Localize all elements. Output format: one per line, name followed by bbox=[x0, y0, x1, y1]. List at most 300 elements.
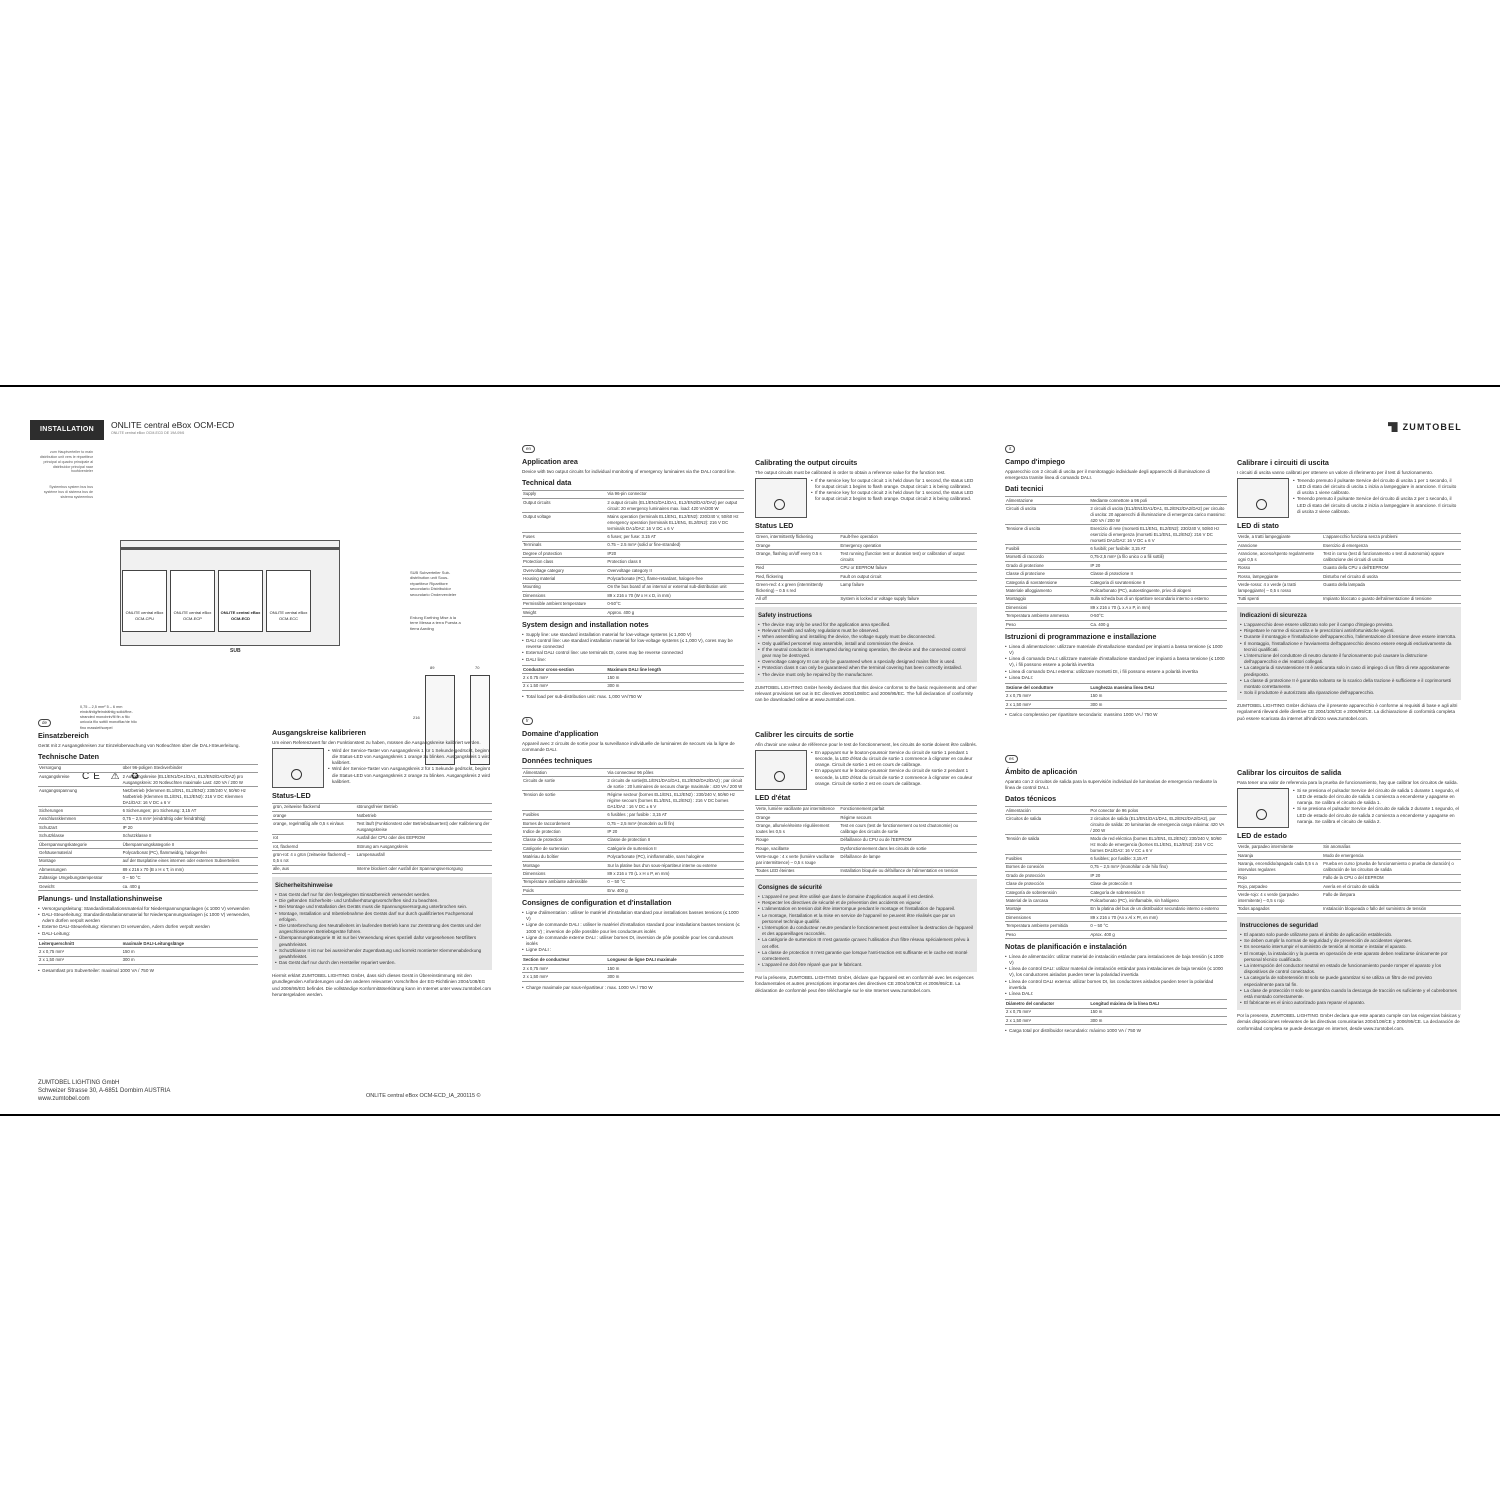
table-row bbox=[1005, 525, 1227, 545]
table-row bbox=[1237, 843, 1461, 851]
table-header-cell: Longitud máxima de la línea DALI bbox=[1089, 1000, 1227, 1008]
fr-total: • Charge maximale par sous-répartiteur : max. 1000 VA / 750 W bbox=[522, 985, 744, 991]
earthing-label: Erdung Earthing Mise à la terre Messa a terra Puesta a tierra Aarding bbox=[410, 615, 461, 631]
table-cell: 0 – 50 °C bbox=[122, 874, 258, 882]
table-cell: Red bbox=[755, 564, 839, 572]
es-plan-list bbox=[1005, 954, 1227, 997]
sub-label: SUB bbox=[230, 648, 241, 654]
table-cell: 6 fuses; per fuse: 3.15 AT bbox=[606, 533, 744, 541]
table-row bbox=[38, 874, 258, 882]
list-item: • Ligne DALI : bbox=[522, 947, 744, 953]
table-cell: 6 fusibili; per fusibile: 3,15 AT bbox=[1089, 545, 1227, 553]
table-cell: 0,75 – 2,5 mm² (eindrähtig oder feindrähtig) bbox=[122, 815, 258, 823]
it-declaration: ZUMTOBEL LIGHTING GmbH dichiara che il presente apparecchio è conforme ai requisiti di base e agli altri regolamenti rilevanti delle direttive CE 2004/108/CE e 2006/95/CE. La dichiarazione di conformità completa può essere scaricata da internet all'indirizzo www.zumtobel.com. bbox=[1237, 703, 1458, 721]
table-cell: Supply bbox=[522, 490, 606, 498]
section-en bbox=[522, 445, 744, 702]
table-cell: Fallo de lámpara bbox=[1322, 891, 1461, 905]
table-row bbox=[1005, 545, 1227, 553]
table-cell: 6 fusibles; por fusible: 3,15 AT bbox=[1089, 855, 1227, 863]
table-row bbox=[755, 814, 977, 822]
de-cal-text: Um einen Referenzwert für den Funktionstest zu haben, müssen die Ausgangskreise kalibriert werden. bbox=[272, 739, 481, 745]
list-item: • L'appareil ne doit être réparé que par le fabricant. bbox=[758, 962, 974, 968]
fr-led-table bbox=[755, 805, 977, 876]
table-row bbox=[1005, 496, 1227, 504]
table-row bbox=[522, 870, 744, 878]
en-calibration bbox=[755, 478, 977, 518]
zumtobel-logo-icon bbox=[1388, 422, 1398, 432]
table-cell: Grado di protezione bbox=[1005, 562, 1089, 570]
table-row bbox=[38, 764, 258, 772]
section-de bbox=[38, 719, 258, 976]
list-item: • Wird der Service-Taster von Ausgangskreis 1 für 1 Sekunde gedrückt, beginnt die Status-LED von Ausgangskreis 1 orange zu blinken. Ausgangskreis 1 wird kalibriert. bbox=[328, 748, 492, 767]
table-cell: 2 x 1,50 mm² bbox=[1005, 1016, 1089, 1024]
section-es bbox=[1005, 755, 1227, 1037]
es-declaration: Por la presente, ZUMTOBEL LIGHTING GmbH declara que este aparato cumple con las exigencias básicas y demás disposiciones relevantes de las directivas comunitarias 2004/108/CE y 2006/95/CE. La declaración de conformidad completa se puede descargar en internet, desde www.zumtobel.com. bbox=[1237, 1013, 1461, 1031]
table-cell: ca. 400 g bbox=[122, 882, 258, 890]
table-cell: Schutzklasse II bbox=[122, 832, 258, 840]
list-item: • El aparato solo puede utilizarse para el ámbito de aplicación establecido. bbox=[1240, 932, 1458, 938]
instruction-sheet bbox=[0, 385, 1500, 1116]
table-cell: Orange bbox=[755, 542, 839, 550]
lang-badge-fr: fr bbox=[522, 717, 533, 725]
table-cell: Défaillance de lampe bbox=[839, 853, 977, 867]
de-safety-box bbox=[272, 877, 492, 970]
table-cell: Circuitos de salida bbox=[1005, 815, 1089, 835]
en-declaration: ZUMTOBEL LIGHTING GmbH hereby declares that this device conforms to the basic requirements and other relevant provisions set out in EC directives 2004/108/EC and 2006/95/EC. The full declaration of conformity can be downloaded online at www.zumtobel.com. bbox=[755, 684, 977, 703]
table-row bbox=[1005, 815, 1227, 835]
list-item: • If the neutral conductor is interrupted during running operation, the device and the connected control gear may be destroyed. bbox=[758, 647, 974, 659]
table-row bbox=[522, 583, 744, 591]
table-cell: Montage bbox=[38, 857, 122, 865]
list-item: • Relevant health and safety regulations must be observed. bbox=[758, 628, 974, 634]
table-row bbox=[522, 575, 744, 583]
table-cell: Dysfonctionnement dans les circuits de sortie bbox=[839, 844, 977, 852]
table-row bbox=[522, 608, 744, 616]
table-cell: Régime secours bbox=[839, 814, 977, 822]
table-row bbox=[1237, 882, 1461, 890]
en-area-heading: Application area bbox=[522, 457, 578, 467]
table-cell: Overvoltage category II bbox=[606, 566, 744, 574]
main-distribution-label: zum Hauptverteiler to main distribution unit vers le répartiteur principal al quadro principale al distribuidor principal naar hoofdverdeler bbox=[39, 450, 93, 474]
list-item: • Supply line: use standard installation material for low-voltage systems (≤ 1,000 V) bbox=[522, 632, 744, 638]
list-item: • Linea DALI: bbox=[1005, 675, 1227, 681]
list-item: • Überspannungskategorie III ist nur bei Verwendung eines speziell dafür vorgesehenen Netzfilters gewährleistet. bbox=[275, 935, 489, 947]
list-item: • Montage, Installation und Inbetriebnahme des Geräts darf nur durch qualifiziertes Fachpersonal erfolgen. bbox=[275, 911, 489, 923]
list-item: • If the service key for output circuit 2 is held down for 1 second, the status LED for output circuit 2 begins to flash orange. Output circuit 2 is being calibrated. bbox=[811, 490, 977, 502]
fr-declaration: Par la présente, ZUMTOBEL LIGHTING GmbH, déclare que l'appareil est en conformité avec les exigences fondamentales et autres prescriptions importantes des directives CE 2004/108/CE et 2006/95/CE. La déclaration de conformité peut être téléchargée sur le site Internet www.zumtobel.com. bbox=[755, 975, 974, 993]
list-item: • Ligne d'alimentation : utiliser le matériel d'installation standard pour installations basses tensions (≤ 1000 V) bbox=[522, 910, 744, 922]
es-safety-heading: Instrucciones de seguridad bbox=[1240, 922, 1319, 929]
list-item: • Línea de control DALI externa: utilizar bornes DI, los conductores aislados pueden tener la polaridad invertida bbox=[1005, 979, 1227, 991]
table-cell: 0 – 50 °C bbox=[606, 878, 744, 886]
service-button-illustration bbox=[1237, 478, 1289, 518]
list-item: • La clase de protección II solo se garantiza cuando la descarga de tracción es suficiente y el cubrebornes está montado correctamente. bbox=[1240, 988, 1458, 1000]
table-cell: Régime secteur (bornes EL1/EN1, EL2/EN2) : 230/240 V, 50/60 Hz régime secours (bornes EL1/EN1, EL2/EN2) : 216 V DC bornes DA1/DA2 : 16 V DC ± 6 V bbox=[606, 791, 744, 811]
table-cell: Verde, parpadeo intermitente bbox=[1237, 843, 1322, 851]
section-fr bbox=[522, 717, 744, 993]
table-header-cell: Section de conducteur bbox=[522, 956, 606, 964]
table-cell: Orange, allumée/éteinte régulièrement toutes les 0,5 s bbox=[755, 822, 839, 836]
sub-description: SUB Subverteiler Sub-distribution unit Sous-répartiteur Ripartitore secondario Distribuidor secundario Onderverdeler bbox=[410, 570, 457, 597]
table-cell: Via 96-pin connector bbox=[606, 490, 744, 498]
table-cell: Poids bbox=[522, 886, 606, 894]
table-cell: Montaje bbox=[1005, 905, 1089, 913]
company-website: www.zumtobel.com bbox=[38, 1096, 90, 1103]
de-tech-table bbox=[38, 764, 258, 891]
table-cell: Mounting bbox=[522, 583, 606, 591]
table-cell: En la platina del bus de un distribuidor secundario interno o externo bbox=[1089, 905, 1227, 913]
list-item: • Línea de alimentación: utilizar material de instalación estándar para instalaciones de baja tensión (≤ 1000 V) bbox=[1005, 954, 1227, 966]
it-area-heading: Campo d'impiego bbox=[1005, 457, 1066, 467]
table-cell: Zulässige Umgebungstemperatur bbox=[38, 874, 122, 882]
list-item: • Tenendo premuto il pulsante Service del circuito di uscita 2 per 1 secondo, il LED di stato del circuito di uscita 2 inizia a lampeggiare in arancione. Il circuito di uscita 2 viene calibrato. bbox=[1293, 496, 1461, 515]
table-cell: Por conector de 96 polos bbox=[1089, 806, 1227, 814]
table-row bbox=[522, 674, 744, 682]
table-cell: Rojo, parpadeo bbox=[1237, 882, 1322, 890]
table-cell: Test läuft (Funktionstest oder Betriebsdauertest) oder Kalibrierung der Ausgangskreise bbox=[356, 820, 492, 834]
table-row bbox=[755, 836, 977, 844]
fr-plan-list bbox=[522, 910, 744, 953]
list-item: • Overvoltage category III can only be guaranteed when a specially designed mains filter is used. bbox=[758, 659, 974, 665]
table-row bbox=[1005, 700, 1227, 708]
service-button-illustration bbox=[272, 748, 324, 788]
table-row bbox=[522, 490, 744, 498]
product-subtitle: ONLITE central eBox OCM-ECD DE 19A 09/6 bbox=[111, 431, 185, 435]
table-row bbox=[1237, 533, 1461, 541]
en-plan-heading: System design and installation notes bbox=[522, 620, 649, 630]
table-header-cell: Leiterquerschnitt bbox=[38, 939, 122, 947]
table-cell: Bornes de conexión bbox=[1005, 863, 1089, 871]
table-header-row bbox=[38, 939, 258, 947]
table-cell: Fusibles bbox=[522, 811, 606, 819]
en-tech-table bbox=[522, 490, 744, 617]
table-row bbox=[522, 836, 744, 844]
table-cell: Sulla scheda bus di un ripartitore secondario interno o esterno bbox=[1089, 595, 1227, 603]
table-row bbox=[38, 956, 258, 964]
table-cell: Degree of protection bbox=[522, 550, 606, 558]
table-cell: CPU or EEPROM failure bbox=[839, 564, 977, 572]
it-plan-list bbox=[1005, 644, 1227, 681]
list-item: • Ligne de commande externe DALI : utiliser bornes DI, inversion de pôle possible pour les conducteurs isolés bbox=[522, 935, 744, 947]
list-item: • Das Gerät darf nur durch den Hersteller repariert werden. bbox=[275, 960, 489, 966]
table-cell: 0.75 – 2.5 mm² (solid or fine-stranded) bbox=[606, 541, 744, 549]
table-cell: Rosso, lampeggiante bbox=[1237, 572, 1322, 580]
it-total: • Carico complessivo per ripartitore secondario: massimo 1000 VA / 750 W bbox=[1005, 712, 1227, 718]
table-cell: Fuses bbox=[522, 533, 606, 541]
en-cal-text: The output circuits must be calibrated in order to obtain a reference value for the function test. bbox=[755, 469, 946, 475]
table-cell: Green-red: 4 x green (intermittently flickering) – 0.5 s red bbox=[755, 581, 839, 595]
brand-logo bbox=[1388, 421, 1462, 433]
table-cell: Fusibles bbox=[1005, 855, 1089, 863]
table-cell: über 96-poligen Steckverbinder bbox=[122, 764, 258, 772]
list-item: • Die Unterbrechung des Neutralleiters im laufenden Betrieb kann zur Zerstörung des Geräts und der angeschlossenen Betriebsgeräte führen. bbox=[275, 923, 489, 935]
table-row bbox=[522, 541, 744, 549]
list-item: • DALI control line: use standard installation material for low-voltage systems (≤ 1,000 V), cores may be reverse connected bbox=[522, 638, 744, 650]
table-row bbox=[38, 840, 258, 848]
de-plan-heading: Planungs- und Installationshinweise bbox=[38, 894, 163, 904]
list-item: • The device must only be repaired by the manufacturer. bbox=[758, 672, 974, 678]
table-row bbox=[1005, 1016, 1227, 1024]
table-row bbox=[522, 499, 744, 513]
table-header-cell: Conductor cross-section bbox=[522, 665, 606, 673]
table-cell: störungsfreier Betrieb bbox=[356, 803, 492, 811]
table-cell: 150 m bbox=[1089, 692, 1227, 700]
it-area-text: Apparecchio con 2 circuiti di uscita per il monitoraggio individuale degli apparecchi di illuminazione di emergenza tramite linea di comando DALI. bbox=[1005, 468, 1210, 480]
en-led-table bbox=[755, 533, 977, 604]
table-cell: IP 20 bbox=[1089, 562, 1227, 570]
table-cell: Schutzklasse bbox=[38, 832, 122, 840]
table-header-cell: Lunghezza massima linea DALI bbox=[1089, 683, 1227, 691]
table-cell: Versorgung bbox=[38, 764, 122, 772]
table-cell: Sin anomalías bbox=[1322, 843, 1461, 851]
device-ocm-ecd: ONLITE central eBox OCM-ECD bbox=[218, 570, 263, 632]
table-cell: 2 circuitos de salida (EL1/EN1/DA1/DA1, EL2/EN2/DA2/DA2), por circuito de salida: 20 luminarias de emergencia carga máxima: 420 VA / 200 W bbox=[1089, 815, 1227, 835]
table-cell: Modo de emergencia bbox=[1322, 852, 1461, 860]
table-cell: Alimentation bbox=[522, 768, 606, 776]
table-cell: Esercizio di emergenza bbox=[1322, 542, 1461, 550]
table-row bbox=[522, 861, 744, 869]
table-cell: Störung am Ausgangskreis bbox=[356, 842, 492, 850]
list-item: • Das Gerät darf nur für den festgelegten Einsatzbereich verwendet werden. bbox=[275, 892, 489, 898]
table-row bbox=[1237, 595, 1461, 603]
en-line-table bbox=[522, 665, 744, 691]
bus-rail bbox=[120, 547, 340, 550]
dim-height: 216 bbox=[413, 715, 420, 720]
list-item: • External DALI control line: use terminals DI, cores may be reverse connected bbox=[522, 650, 744, 656]
it-line-table bbox=[1005, 683, 1227, 709]
table-cell: Clase de protección bbox=[1005, 880, 1089, 888]
table-cell: Température ambiante admissible bbox=[522, 878, 606, 886]
table-cell: Sicherungen bbox=[38, 807, 122, 815]
table-cell: 2 x 0.75 mm² bbox=[522, 674, 606, 682]
table-row bbox=[272, 851, 492, 865]
en-area-text: Device with two output circuits for individual monitoring of emergency luminaires via the DALI control line. bbox=[522, 468, 736, 474]
table-cell: Circuits de sortie bbox=[522, 777, 606, 791]
de-total: • Gesamtlast pro Subverteiler: maximal 1000 VA / 750 W bbox=[38, 968, 258, 974]
lang-badge-es: es bbox=[1005, 755, 1018, 763]
table-cell: Gewicht bbox=[38, 882, 122, 890]
table-cell: Todos apagados bbox=[1237, 905, 1322, 913]
list-item: • L'interruption du conducteur neutre pendant le fonctionnement peut entraîner la destruction de l'appareil et des appareillages raccordés. bbox=[758, 925, 974, 937]
es-line-table bbox=[1005, 999, 1227, 1025]
en-safety-box bbox=[755, 607, 977, 682]
table-cell: auf der Busplatine eines internen oder externen Subverteilers bbox=[122, 857, 258, 865]
section-es-2 bbox=[1237, 765, 1461, 1034]
list-item: • La interrupción del conductor neutral en estado de funcionamiento puede romper el aparato y los dispositivos de control conectados. bbox=[1240, 963, 1458, 975]
table-row bbox=[1237, 550, 1461, 564]
table-cell: Fusibili bbox=[1005, 545, 1089, 553]
service-button-illustration bbox=[1237, 788, 1289, 828]
table-row bbox=[755, 805, 977, 813]
table-cell: Impianto bloccato o guasto dell'alimentazione di tensione bbox=[1322, 595, 1461, 603]
section-de-2 bbox=[272, 719, 492, 1000]
table-row bbox=[755, 581, 977, 595]
table-row bbox=[522, 768, 744, 776]
list-item: • L'apparecchio deve essere utilizzato solo per il campo d'impiego previsto. bbox=[1240, 622, 1458, 628]
service-button-illustration bbox=[755, 478, 807, 518]
table-row bbox=[1237, 860, 1461, 874]
table-row bbox=[522, 566, 744, 574]
table-cell: Temperatura ambiente ammessa bbox=[1005, 612, 1089, 620]
table-cell: Housing material bbox=[522, 575, 606, 583]
table-row bbox=[38, 849, 258, 857]
table-cell: 2 x 1,50 mm² bbox=[1005, 700, 1089, 708]
table-cell: 2 x 1.50 mm² bbox=[522, 682, 606, 690]
table-cell: Test in corso (test di funzionamento o test di autonomia) oppure calibrazione dei circuiti di uscita bbox=[1322, 550, 1461, 564]
section-fr-2 bbox=[755, 727, 977, 996]
list-item: • La classe de protection II n'est garantie que lorsque l'anti-traction est suffisante et le cache est monté correctement. bbox=[758, 950, 974, 962]
section-it bbox=[1005, 445, 1227, 720]
table-row bbox=[1005, 872, 1227, 880]
table-cell: 2 circuits de sortie(EL1/EN1/DA1/DA1, EL2/EN2/DA2/DA2) ; par circuit de sortie : 20 luminaires de secours charge maximale : 420 VA / 200 W bbox=[606, 777, 744, 791]
list-item: • Linea di comando DALI: utilizzare materiale d'installazione standard per impianti a bassa tensione (≤ 1000 V), i fili possono essere a polarità invertita bbox=[1005, 656, 1227, 668]
table-cell: 150 m bbox=[606, 674, 744, 682]
table-cell: 0,75 – 2,5 mm² (monohilar o de hilo fino) bbox=[1089, 863, 1227, 871]
table-cell: 300 m bbox=[606, 682, 744, 690]
list-item: • Solo il produttore è autorizzato alla riparazione dell'apparecchio. bbox=[1240, 690, 1458, 696]
table-cell: 2 Ausgangskreise (EL1/EN1/DA1/DA1, EL2/EN2/DA2/DA2) pro Ausgangskreis: 20 Notleuchten maximale Last: 420 VA / 200 W bbox=[122, 773, 258, 787]
list-item: • Wird der Service-Taster von Ausgangskreis 2 für 1 Sekunde gedrückt, beginnt die Status-LED von Ausgangskreis 2 orange zu blinken. Ausgangskreis 2 wird kalibriert. bbox=[328, 766, 492, 785]
table-row bbox=[38, 815, 258, 823]
table-cell: grün, zeitweise flackernd bbox=[272, 803, 356, 811]
table-cell: Overvoltage category bbox=[522, 566, 606, 574]
table-cell: Morsetti di raccordo bbox=[1005, 553, 1089, 561]
table-cell: Policarbonato (PC), autoestinguente, privo di alogeni bbox=[1089, 587, 1227, 595]
fr-safety-heading: Consignes de sécurité bbox=[758, 884, 823, 891]
table-row bbox=[522, 853, 744, 861]
table-cell: Naranja bbox=[1237, 852, 1322, 860]
table-row bbox=[1237, 564, 1461, 572]
table-row bbox=[1237, 905, 1461, 913]
table-row bbox=[1005, 897, 1227, 905]
list-item: • Schutzklasse II ist nur bei ausreichender Zugentlastung und korrekt montierter Klemmenabdeckung gewährleistet. bbox=[275, 948, 489, 960]
fr-tech-heading: Données techniques bbox=[522, 756, 593, 766]
table-cell: Indice de protection bbox=[522, 828, 606, 836]
table-row bbox=[1005, 855, 1227, 863]
table-cell: Mediante connettore a 96 poli bbox=[1089, 496, 1227, 504]
es-area-text: Aparato con 2 circuitos de salida para la supervisión individual de luminarias de emergencia mediante la línea de control DALI. bbox=[1005, 778, 1217, 790]
fr-cal-text: Afin d'avoir une valeur de référence pour le test de fonctionnement, les circuits de sortie doivent être calibrés. bbox=[755, 741, 978, 747]
table-cell: Verte, lumière vacillante par intermittence bbox=[755, 805, 839, 813]
table-cell: Aprox. 400 g bbox=[1089, 930, 1227, 938]
table-cell: Env. 400 g bbox=[606, 886, 744, 894]
service-button-illustration bbox=[755, 750, 807, 790]
table-cell: 0 – 50 °C bbox=[1089, 922, 1227, 930]
table-cell: Test en cours (test de fonctionnement ou test d'autonomie) ou calibrage des circuits de sortie bbox=[839, 822, 977, 836]
table-cell: 2 output circuits (EL1/EN1/DA1/DA1, EL2/EN2/DA2/DA2) per output circuit: 20 emergency luminaires max. load: 420 VA/200 W bbox=[606, 499, 744, 513]
table-row bbox=[522, 886, 744, 894]
table-row bbox=[755, 844, 977, 852]
table-row bbox=[522, 791, 744, 811]
table-row bbox=[38, 807, 258, 815]
table-row bbox=[755, 867, 977, 875]
table-cell: Ca. 400 g bbox=[1089, 620, 1227, 628]
table-header-row bbox=[1005, 1000, 1227, 1008]
list-item: • Rispettare le norme di sicurezza e le prescrizioni antinfortunistiche vigenti. bbox=[1240, 628, 1458, 634]
table-cell: 150 m bbox=[122, 948, 258, 956]
table-cell: 300 m bbox=[1089, 700, 1227, 708]
table-cell: Classe de protection II bbox=[606, 836, 744, 844]
table-cell: Output circuits bbox=[522, 499, 606, 513]
de-led-table bbox=[272, 803, 492, 874]
table-cell: Weight bbox=[522, 608, 606, 616]
table-row bbox=[1237, 581, 1461, 595]
list-item: • Durante il montaggio e l'installazione dell'apparecchio, l'alimentazione di tensione deve essere interrotta. bbox=[1240, 634, 1458, 640]
list-item: • El fabricante es el único autorizado para reparar el aparato. bbox=[1240, 1000, 1458, 1006]
table-row bbox=[1005, 930, 1227, 938]
fr-plan-heading: Consignes de configuration et d'installation bbox=[522, 898, 672, 908]
table-cell: On the bus board of an internal or external sub-distribution unit bbox=[606, 583, 744, 591]
table-cell: 2 x 0,75 mm² bbox=[522, 964, 606, 972]
table-cell: Via connecteur 96 pôles bbox=[606, 768, 744, 776]
list-item: • Línea de control DALI: utilizar material de instalación estándar para instalaciones de baja tensión (≤ 1000 V), los conductores aislados pueden tener la polaridad invertida bbox=[1005, 966, 1227, 978]
table-cell: Fonctionnement parfait bbox=[839, 805, 977, 813]
de-safety-heading: Sicherheitshinweise bbox=[275, 882, 333, 889]
table-row bbox=[1005, 880, 1227, 888]
table-cell: Grado de protección bbox=[1005, 872, 1089, 880]
fr-safety-box bbox=[755, 879, 977, 972]
it-tech-heading: Dati tecnici bbox=[1005, 484, 1044, 494]
list-item: • When assembling and installing the device, the voltage supply must be disconnected. bbox=[758, 634, 974, 640]
table-cell: Fault on output circuit bbox=[839, 572, 977, 580]
table-row bbox=[1005, 562, 1227, 570]
table-cell: Verde-rojo: 4 x verde (parpadeo intermitente) – 0,5 s rojo bbox=[1237, 891, 1322, 905]
table-cell: Alimentación bbox=[1005, 806, 1089, 814]
table-row bbox=[522, 558, 744, 566]
table-cell: Guasto della lampada bbox=[1322, 581, 1461, 595]
table-cell: Mains operation (terminals EL1/EN1, EL2/EN2): 230/240 V, 50/60 Hz emergency operation (terminals EL1/EN1, EL2/EN2): 216 V DC terminals DA1/DA2: 16 V DC ± 6 V bbox=[606, 513, 744, 533]
list-item: • En appuyant sur le bouton-poussoir Service du circuit de sortie 1 pendant 1 seconde, la LED d'état du circuit de sortie 1 commence à clignoter en couleur orange. Circuit de sortie 1 est en cours de calibrage. bbox=[811, 750, 977, 769]
table-header-cell: Sezione del conduttore bbox=[1005, 683, 1089, 691]
table-cell: Notbetrieb bbox=[356, 812, 492, 820]
table-cell: Terminals bbox=[522, 541, 606, 549]
list-item: • La classe di protezione II è garantita soltanto se lo scarico della trazione è sufficiente e il coprimorsetti montato correttamente. bbox=[1240, 678, 1458, 690]
fr-line-table bbox=[522, 955, 744, 981]
table-row bbox=[522, 811, 744, 819]
de-plan-list bbox=[38, 906, 258, 937]
de-declaration: Hiermit erklärt ZUMTOBEL LIGHTING GmbH, dass sich dieses Gerät in Übereinstimmung mit den grundlegenden Anforderungen und den anderen relevanten Vorschriften der EG-Richtlinien 2004/108/EG und 2006/95/EG befindet. Die vollständige Konformitätserklärung kann im Internet unter www.zumtobel.com heruntergeladen werden. bbox=[272, 973, 492, 997]
table-cell: Avería en el circuito de salida bbox=[1322, 882, 1461, 890]
es-tech-heading: Datos técnicos bbox=[1005, 794, 1057, 804]
table-cell: Ausfall der CPU oder des EEPROM bbox=[356, 834, 492, 842]
table-cell: Dimensions bbox=[522, 870, 606, 878]
table-cell: Clase de protección II bbox=[1089, 880, 1227, 888]
table-cell: Guasto della CPU o dell'EEPROM bbox=[1322, 564, 1461, 572]
en-cal-heading: Calibrating the output circuits bbox=[755, 458, 858, 467]
table-row bbox=[522, 513, 744, 533]
es-led-heading: LED de estado bbox=[1237, 830, 1287, 840]
table-row bbox=[1005, 505, 1227, 525]
table-cell: L'apparecchio funziona senza problemi bbox=[1322, 533, 1461, 541]
it-safety-heading: Indicazioni di sicurezza bbox=[1240, 612, 1307, 619]
es-plan-heading: Notas de planificación e instalación bbox=[1005, 942, 1127, 952]
system-bus-label: Systembus system bus bus système bus di sistema bus de sistema systeembus bbox=[43, 485, 93, 499]
table-cell: System is locked or voltage supply failure bbox=[839, 595, 977, 603]
es-calibration bbox=[1237, 788, 1461, 828]
list-item: • Le montage, l'installation et la mise en service de l'appareil ne peuvent être réalisés que par un personnel technique qualifié. bbox=[758, 913, 974, 925]
table-cell: Classe de protection bbox=[522, 836, 606, 844]
table-row bbox=[38, 832, 258, 840]
lang-badge-it: it bbox=[1005, 445, 1015, 453]
table-row bbox=[1237, 874, 1461, 882]
list-item: • If the service key for output circuit 1 is held down for 1 second, the status LED for output circuit 1 begins to flash orange. Output circuit 1 is being calibrated. bbox=[811, 478, 977, 490]
en-total: • Total load per sub-distribution unit: max. 1,000 VA/750 W bbox=[522, 694, 744, 700]
table-cell: 150 m bbox=[606, 964, 744, 972]
table-cell: Alimentazione bbox=[1005, 496, 1089, 504]
table-cell: Polycarbonate (PC), ininflammable, sans halogène bbox=[606, 853, 744, 861]
table-cell: Dimensioni bbox=[1005, 603, 1089, 611]
table-row bbox=[522, 973, 744, 981]
